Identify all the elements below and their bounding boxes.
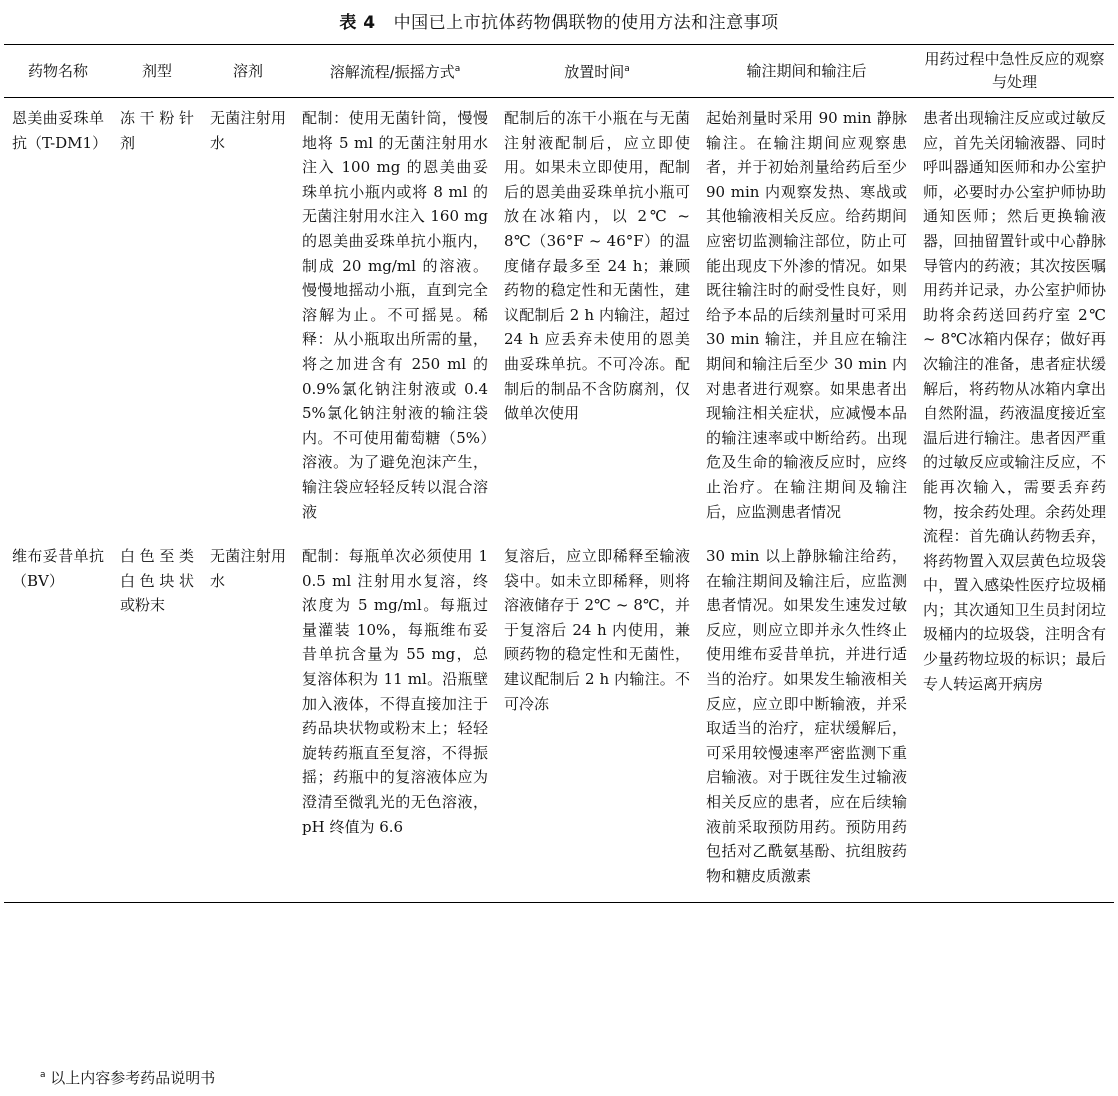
header-storage-time: 放置时间$^a$ xyxy=(564,63,630,81)
header-drug-name: 药物名称 xyxy=(27,61,88,80)
footnote-text: 以上内容参考药品说明书 xyxy=(50,1069,216,1087)
cell-solvent: 无菌注射用水 xyxy=(210,547,286,590)
cell-dissolution: 配制：使用无菌针筒，慢慢地将 5 ml 的无菌注射用水注入 100 mg 的恩美曲妥珠单抗小瓶内或将 8 ml 的无菌注射用水注入 160 mg 的恩美曲妥珠单抗小瓶内，制成 20 mg/ml 的溶液。慢慢地摇动小瓶，直到完全溶解为止。不可摇晃。稀释：从小瓶取出所需的量，将之加进含有 250 ml 的 0.9%氯化钠注射液或 0.45%氯化钠注射液的输注袋内。不可使用葡萄糖（5%）溶液。为了避免泡沫产生，输注袋应轻轻反转以混合溶液 xyxy=(302,109,488,521)
header-footnote-mark: a xyxy=(624,64,630,74)
table-label: 表 4 xyxy=(339,13,376,33)
table-title: 中国已上市抗体药物偶联物的使用方法和注意事项 xyxy=(393,13,779,33)
cell-drug-name: 维布妥昔单抗（BV） xyxy=(12,547,104,590)
table-footnote xyxy=(40,1067,215,1088)
cell-drug-name: 恩美曲妥珠单抗（T-DM1） xyxy=(12,109,108,152)
header-acute-reaction: 用药过程中急性反应的观察与处理 xyxy=(924,50,1105,91)
table-row xyxy=(4,98,1114,539)
cell-acute-reaction: 患者出现输注反应或过敏反应，首先关闭输液器、同时呼叫器通知医师和办公室护师，必要时办公室护师协助通知医师；然后更换输液器，回抽留置针或中心静脉导管内的药液；其次按医嘱用药并记录，办公室护师协助将余药送回药疗室 2℃ ~ 8℃冰箱内保存；做好再次输注的准备，患者症状缓解后，将药物从冰箱内拿出自然附温，药液温度接近室温后进行输注。患者因严重的过敏反应或输注反应，不能再次输入，需要丢弃药物，按余药处理。余药处理流程：首先确认药物丢弃，将药物置入双层黄色垃圾袋中，置入感染性医疗垃圾桶内；其次通知卫生员封闭垃圾桶内的垃圾袋，注明含有少量药物垃圾的标识；最后专人转运离开病房 xyxy=(923,109,1106,693)
cell-solvent: 无菌注射用水 xyxy=(210,109,286,152)
cell-infusion: 30 min 以上静脉输注给药，在输注期间及输注后，应监测患者情况。如果发生速发过敏反应，则应立即并永久性终止使用维布妥昔单抗，并进行适当的治疗。如果发生输液相关反应，应立即中断输液，并采取适当的治疗，症状缓解后，可采用较慢速率严密监测下重启输液。对于既往发生过输液相关反应的患者，应在后续输液前采取预防用药。预防用药包括对乙酰氨基酚、抗组胺药物和糖皮质激素 xyxy=(706,547,907,885)
footnote-mark: a xyxy=(40,1070,46,1080)
table-caption xyxy=(0,8,1118,33)
cell-dosage-form: 冻干粉针剂 xyxy=(120,109,194,152)
header-footnote-mark: a xyxy=(454,64,461,74)
header-infusion: 输注期间和输注后 xyxy=(746,61,867,80)
cell-storage-time: 复溶后，应立即稀释至输液袋中。如未立即稀释，则将溶液储存于 2℃ ~ 8℃，并于复溶后 24 h 内使用，兼顾药物的稳定性和无菌性，建议配制后 2 h 内输注。不可冷冻 xyxy=(504,547,690,713)
cell-dosage-form: 白色至类白色块状或粉末 xyxy=(120,547,194,615)
cell-storage-time: 配制后的冻干小瓶在与无菌注射液配制后，应立即使用。如果未立即使用，配制后的恩美曲妥珠单抗小瓶可放在冰箱内，以 2℃ ~ 8℃（36°F ~ 46°F）的温度储存最多至 24 h；兼顾药物的稳定性和无菌性，建议配制后 2 h 内输注，超过 24 h 应丢弃未使用的恩美曲妥珠单抗。不可冷冻。配制后的制品不含防腐剂，仅做单次使用 xyxy=(504,109,690,423)
header-dosage-form: 剂型 xyxy=(141,61,172,80)
header-dissolution: 溶解流程/振摇方式$^a$ xyxy=(329,63,461,81)
adc-usage-table xyxy=(4,44,1114,903)
table-header-row xyxy=(4,45,1114,98)
cell-infusion: 起始剂量时采用 90 min 静脉输注。在输注期间应观察患者，并于初始剂量给药后至少 90 min 内观察发热、寒战或其他输液相关反应。给药期间应密切监测输注部位，防止可能出现皮下外渗的情况。如果既往输注时的耐受性良好，则给予本品的后续剂量时可采用 30 min 输注，并且应在输注期间和输注后至少 30 min 内对患者进行观察。如果患者出现输注相关症状，应减慢本品的输注速率或中断给药。出现危及生命的输液反应时，应终止治疗。在输注期间及输注后，应监测患者情况 xyxy=(706,109,907,521)
cell-dissolution: 配制：每瓶单次必须使用 10.5 ml 注射用水复溶，终浓度为 5 mg/ml。每瓶过量灌装 10%，每瓶维布妥昔单抗含量为 55 mg，总复溶体积为 11 ml。沿瓶壁加入液体，不得直接加注于药品块状物或粉末上；轻轻旋转药瓶直至复溶，不得振摇；药瓶中的复溶液体应为澄清至微乳光的无色溶液，pH 终值为 6.6 xyxy=(302,547,488,836)
header-solvent: 溶剂 xyxy=(232,61,263,80)
